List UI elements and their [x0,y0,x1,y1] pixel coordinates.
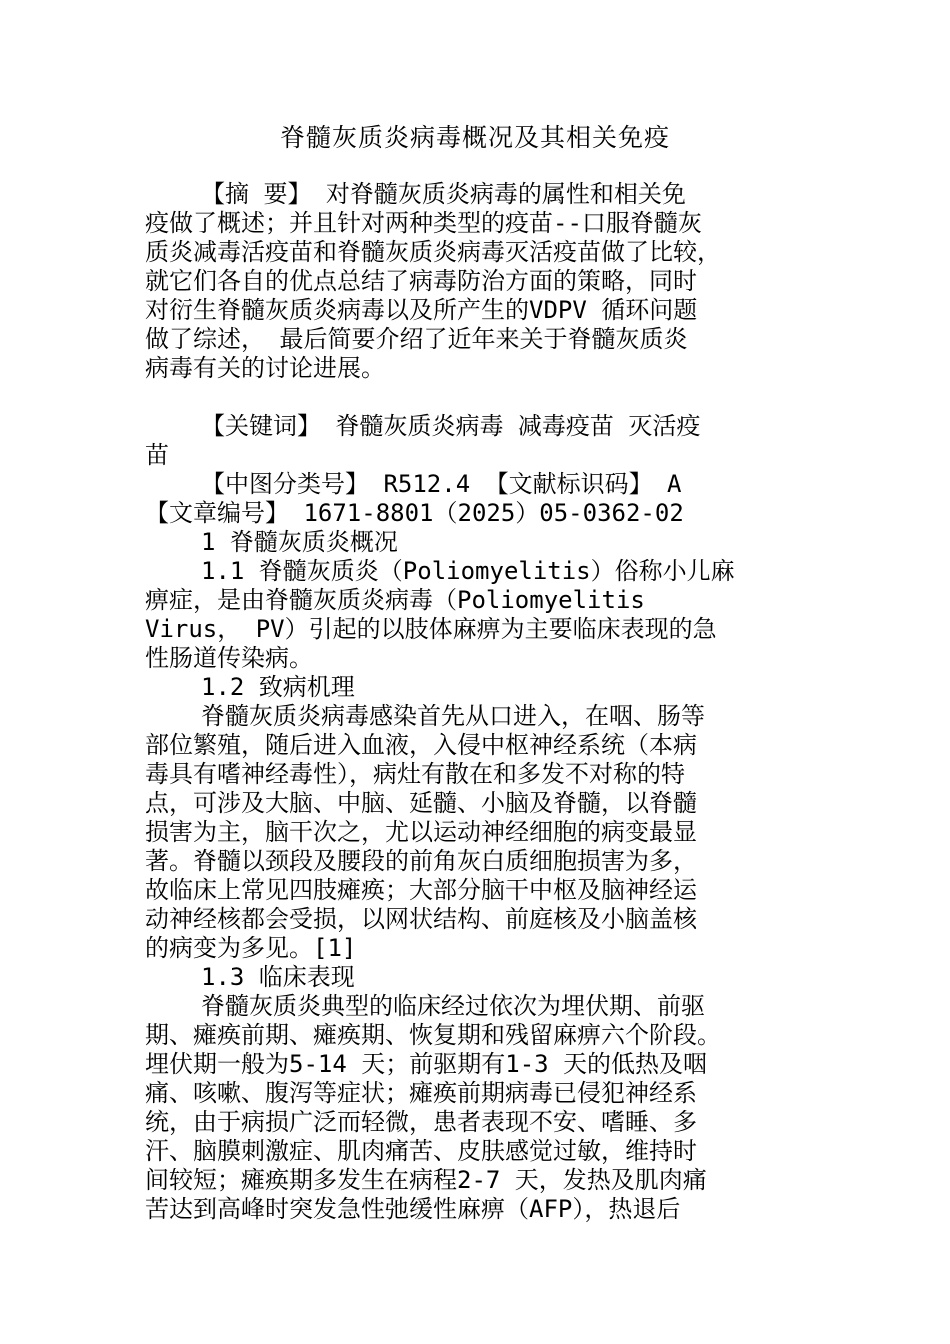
paragraph-line: 毒具有嗜神经毒性），病灶有散在和多发不对称的特 [145,760,685,788]
paragraph-line: Virus， PV）引起的以肢体麻痹为主要临床表现的急 [145,615,717,643]
abstract [145,180,825,383]
keywords-line: 【关键词】 脊髓灰质炎病毒 减毒疫苗 灭活疫 [201,412,701,440]
abstract-line: 对衍生脊髓灰质炎病毒以及所产生的VDPV 循环问题 [145,296,698,324]
body-text [145,528,825,1224]
paragraph-line: 点，可涉及大脑、中脑、延髓、小脑及脊髓，以脊髓 [145,789,697,817]
paragraph-line: 性肠道传染病。 [145,644,313,672]
subsection-heading: 1.3 临床表现 [201,963,355,991]
paragraph-line: 损害为主，脑干次之，尤以运动神经细胞的病变最显 [145,818,697,846]
article-meta [145,470,825,528]
paragraph-line: 汗、脑膜刺激症、肌肉痛苦、皮肤感觉过敏，维持时 [145,1137,697,1165]
abstract-line: 疫做了概述；并且针对两种类型的疫苗--口服脊髓灰 [145,209,702,237]
article-number-line: 【文章编号】 1671-8801（2025）05-0362-02 [145,499,684,527]
paragraph-line: 脊髓灰质炎病毒感染首先从口进入，在咽、肠等 [201,702,705,730]
paragraph-line: 统，由于病损广泛而轻微，患者表现不安、嗜睡、多 [145,1108,697,1136]
paragraph-line: 动神经核都会受损，以网状结构、前庭核及小脑盖核 [145,905,697,933]
paragraph-line: 1.1 脊髓灰质炎（Poliomyelitis）俗称小儿麻 [201,557,735,585]
abstract-line: 做了综述， 最后简要介绍了近年来关于脊髓灰质炎 [145,325,688,353]
paragraph-line: 埋伏期一般为5-14 天；前驱期有1-3 天的低热及咽 [145,1050,708,1078]
paragraph-line: 的病变为多见。[1] [145,934,357,962]
paragraph-line: 故临床上常见四肢瘫痪；大部分脑干中枢及脑神经运 [145,876,697,904]
keywords [145,412,825,470]
paragraph-line: 痹症，是由脊髓灰质炎病毒（Poliomyelitis [145,586,645,614]
abstract-line: 质炎减毒活疫苗和脊髓灰质炎病毒灭活疫苗做了比较， [145,238,721,266]
paragraph-line: 脊髓灰质炎典型的临床经过依次为埋伏期、前驱 [201,992,705,1020]
paragraph-line: 苦达到高峰时突发急性弛缓性麻痹（AFP），热退后 [145,1195,681,1223]
paragraph-line: 部位繁殖，随后进入血液，入侵中枢神经系统（本病 [145,731,697,759]
paragraph-line: 间较短；瘫痪期多发生在病程2-7 天，发热及肌肉痛 [145,1166,707,1194]
paragraph-line: 著。脊髓以颈段及腰段的前角灰白质细胞损害为多， [145,847,697,875]
section-heading: 1 脊髓灰质炎概况 [201,528,398,556]
paragraph-line: 期、瘫痪前期、瘫痪期、恢复期和残留麻痹六个阶段。 [145,1021,721,1049]
paragraph-line: 痛、咳嗽、腹泻等症状；瘫痪前期病毒已侵犯神经系 [145,1079,697,1107]
abstract-line: 【摘 要】 对脊髓灰质炎病毒的属性和相关免 [201,180,686,208]
abstract-line: 就它们各自的优点总结了病毒防治方面的策略，同时 [145,267,697,295]
subsection-heading: 1.2 致病机理 [201,673,355,701]
classification-line: 【中图分类号】 R512.4 【文献标识码】 A [201,470,682,498]
abstract-line: 病毒有关的讨论进展。 [145,354,385,382]
keywords-line: 苗 [145,441,169,469]
document-title: 脊髓灰质炎病毒概况及其相关免疫 [279,123,670,152]
